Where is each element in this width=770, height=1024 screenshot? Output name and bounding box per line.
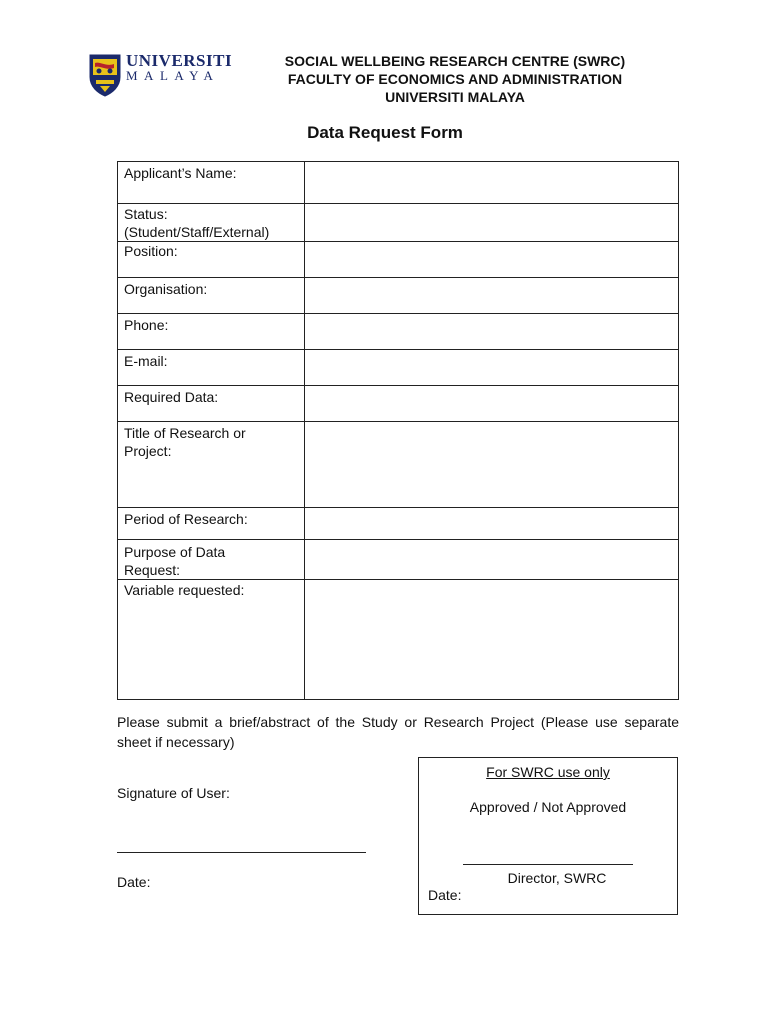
row-required-data xyxy=(118,386,679,422)
research-period-field[interactable] xyxy=(305,508,679,540)
row-research-period xyxy=(118,508,679,540)
status-label xyxy=(118,204,305,242)
position-field[interactable] xyxy=(305,242,679,278)
research-title-label xyxy=(118,422,305,508)
row-email xyxy=(118,350,679,386)
row-applicant-name xyxy=(118,162,679,204)
swrc-use-box xyxy=(418,757,678,915)
row-position xyxy=(118,242,679,278)
purpose-label xyxy=(118,540,305,580)
purpose-label-line1: Purpose of Data xyxy=(124,544,226,560)
status-label-line1: Status: xyxy=(124,206,168,222)
row-purpose xyxy=(118,540,679,580)
email-label: E-mail: xyxy=(118,350,305,386)
research-title-label-line1: Title of Research or xyxy=(124,425,246,441)
swrc-box-title: For SWRC use only xyxy=(486,764,610,780)
approval-status-text: Approved / Not Approved xyxy=(469,799,627,815)
variables-label: Variable requested: xyxy=(118,580,305,700)
row-organisation xyxy=(118,278,679,314)
position-label: Position: xyxy=(118,242,305,278)
research-title-field[interactable] xyxy=(305,422,679,508)
applicant-name-field[interactable] xyxy=(305,162,679,204)
logo-wordmark-line2: MALAYA xyxy=(126,68,220,83)
request-form-table xyxy=(117,161,679,700)
required-data-field[interactable] xyxy=(305,386,679,422)
research-period-label: Period of Research: xyxy=(118,508,305,540)
purpose-field[interactable] xyxy=(305,540,679,580)
organisation-field[interactable] xyxy=(305,278,679,314)
status-label-line2: (Student/Staff/External) xyxy=(124,224,270,240)
purpose-label-line2: Request: xyxy=(124,562,181,578)
crest-icon xyxy=(88,53,122,97)
applicant-name-label: Applicant’s Name: xyxy=(118,162,305,204)
required-data-label: Required Data: xyxy=(118,386,305,422)
research-title-label-line2: Project: xyxy=(124,443,172,459)
header-university-name: UNIVERSITI MALAYA xyxy=(385,89,525,105)
director-signature-line xyxy=(463,864,633,865)
university-logo xyxy=(88,51,233,98)
form-title: Data Request Form xyxy=(307,123,463,142)
signature-date-label: Date: xyxy=(117,874,151,890)
row-phone xyxy=(118,314,679,350)
swrc-date-label: Date: xyxy=(428,887,462,903)
row-status xyxy=(118,204,679,242)
signature-label: Signature of User: xyxy=(117,785,230,801)
row-research-title xyxy=(118,422,679,508)
director-label: Director, SWRC xyxy=(507,870,607,886)
phone-label: Phone: xyxy=(118,314,305,350)
row-variables xyxy=(118,580,679,700)
header-centre-name: SOCIAL WELLBEING RESEARCH CENTRE (SWRC) xyxy=(284,53,626,69)
variables-field[interactable] xyxy=(305,580,679,700)
phone-field[interactable] xyxy=(305,314,679,350)
document-header xyxy=(240,52,670,106)
status-field[interactable] xyxy=(305,204,679,242)
header-faculty-name: FACULTY OF ECONOMICS AND ADMINISTRATION xyxy=(287,71,623,87)
signature-line[interactable] xyxy=(117,852,366,853)
email-field[interactable] xyxy=(305,350,679,386)
logo-wordmark-line1: UNIVERSITI xyxy=(126,51,233,70)
abstract-note: Please submit a brief/abstract of the Study or Research Project (Please use separate sheet if necessary) xyxy=(117,714,679,750)
organisation-label: Organisation: xyxy=(118,278,305,314)
